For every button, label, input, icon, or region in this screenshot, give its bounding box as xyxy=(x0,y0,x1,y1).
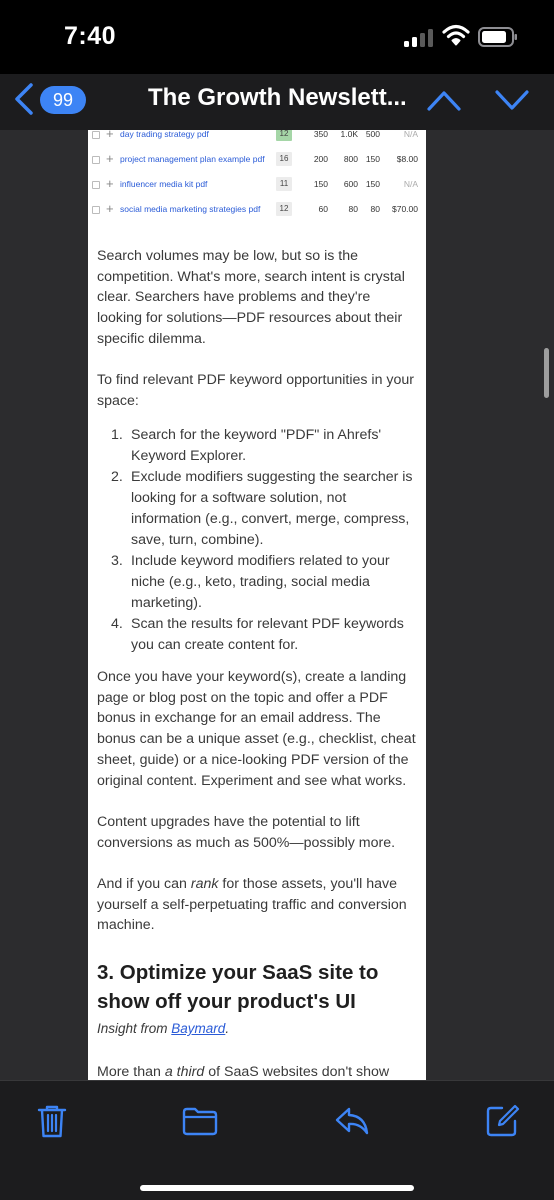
unread-count-badge[interactable]: 99 xyxy=(40,86,86,114)
keyword-cpc: N/A xyxy=(403,179,418,189)
status-time: 7:40 xyxy=(64,22,117,50)
plus-icon: + xyxy=(106,176,114,191)
keyword-row xyxy=(88,177,426,199)
article-paragraph: And if you can rank for those assets, you'll have yourself a self-perpetuating traffic and conversion machine. xyxy=(97,876,407,934)
keyword-traffic: 1.0K xyxy=(340,130,358,139)
keyword-difficulty-badge: 11 xyxy=(276,177,292,191)
status-bar xyxy=(0,0,554,74)
keyword-volume: 350 xyxy=(313,130,328,139)
keyword-secondary-volume: 150 xyxy=(365,179,380,189)
cellular-signal-icon xyxy=(404,27,434,47)
keyword-traffic: 800 xyxy=(343,154,358,164)
article-paragraph: Content upgrades have the potential to lift conversions as much as 500%—possibly more. xyxy=(97,814,396,851)
keyword-link[interactable]: social media marketing strategies pdf xyxy=(120,204,261,214)
plus-icon: + xyxy=(106,151,114,166)
checkbox-icon xyxy=(92,131,100,139)
list-item: 4. Scan the results for relevant PDF keywords you can create content for. xyxy=(111,616,404,654)
section-heading: 3. Optimize your SaaS site to show off your product's UI xyxy=(97,961,379,1013)
checkbox-icon xyxy=(92,206,100,214)
keyword-difficulty-badge: 12 xyxy=(276,130,292,141)
back-chevron-icon[interactable] xyxy=(12,82,36,116)
insight-attribution: Insight from Baymard. xyxy=(97,1021,230,1036)
keyword-traffic: 80 xyxy=(348,204,358,214)
keyword-link[interactable]: influencer media kit pdf xyxy=(120,179,208,189)
list-item: 3. Include keyword modifiers related to your niche (e.g., keto, trading, social media marketing). xyxy=(111,553,390,611)
keyword-cpc: $70.00 xyxy=(392,204,418,214)
keyword-volume: 150 xyxy=(313,179,328,189)
reply-icon[interactable] xyxy=(334,1103,370,1139)
previous-message-chevron-icon[interactable] xyxy=(426,88,462,112)
plus-icon: + xyxy=(106,201,114,216)
mail-navigation-bar xyxy=(0,74,554,130)
article-paragraph: Once you have your keyword(s), create a landing page or blog post on the topic and offer a PDF bonus in exchange for an email address. The bonus can be a unique asset (e.g., checklist, cheat sheet, guide) or a nice-looking PDF version of the original content. Experiment and see what works. xyxy=(97,669,416,789)
folder-icon[interactable] xyxy=(182,1103,218,1139)
keyword-secondary-volume: 80 xyxy=(370,204,380,214)
compose-icon[interactable] xyxy=(484,1103,520,1139)
email-body xyxy=(88,130,426,1080)
keyword-row xyxy=(88,130,426,149)
keyword-traffic: 600 xyxy=(343,179,358,189)
keyword-secondary-volume: 500 xyxy=(365,130,380,139)
keyword-cpc: N/A xyxy=(403,130,418,139)
article-paragraph: More than a third of SaaS websites don't show xyxy=(97,1064,390,1080)
trash-icon[interactable] xyxy=(34,1103,70,1139)
article-paragraph: To find relevant PDF keyword opportunities in your space: xyxy=(97,372,415,409)
checkbox-icon xyxy=(92,156,100,164)
keyword-link[interactable]: day trading strategy pdf xyxy=(120,130,209,139)
keyword-difficulty-badge: 16 xyxy=(276,152,292,166)
scrollbar[interactable] xyxy=(544,348,549,398)
keyword-volume: 200 xyxy=(313,154,328,164)
battery-icon xyxy=(478,26,518,48)
keyword-volume: 60 xyxy=(318,204,328,214)
mail-toolbar xyxy=(0,1080,554,1200)
email-subject-title: The Growth Newslett... xyxy=(148,84,407,111)
steps-list xyxy=(97,425,419,656)
keyword-link[interactable]: project management plan example pdf xyxy=(120,154,265,164)
keyword-row xyxy=(88,202,426,224)
next-message-chevron-icon[interactable] xyxy=(494,88,530,112)
wifi-icon xyxy=(442,24,470,46)
home-indicator[interactable] xyxy=(140,1185,414,1191)
keyword-row xyxy=(88,152,426,174)
baymard-link[interactable]: Baymard xyxy=(171,1021,226,1036)
plus-icon: + xyxy=(106,130,114,141)
article-paragraph: Search volumes may be low, but so is the competition. What's more, search intent is crystal clear. Searchers have problems and they're looking for solutions—PDF resources about their specific dilemma. xyxy=(97,248,405,347)
keyword-difficulty-badge: 12 xyxy=(276,202,292,216)
email-content-area[interactable] xyxy=(0,130,554,1080)
keyword-secondary-volume: 150 xyxy=(365,154,380,164)
checkbox-icon xyxy=(92,181,100,189)
list-item: 1. Search for the keyword "PDF" in Ahrefs' Keyword Explorer. xyxy=(111,427,382,464)
list-item: 2. Exclude modifiers suggesting the searcher is looking for a software solution, not information (e.g., convert, merge, compress, save, turn, combine). xyxy=(111,469,413,548)
keyword-cpc: $8.00 xyxy=(396,154,418,164)
